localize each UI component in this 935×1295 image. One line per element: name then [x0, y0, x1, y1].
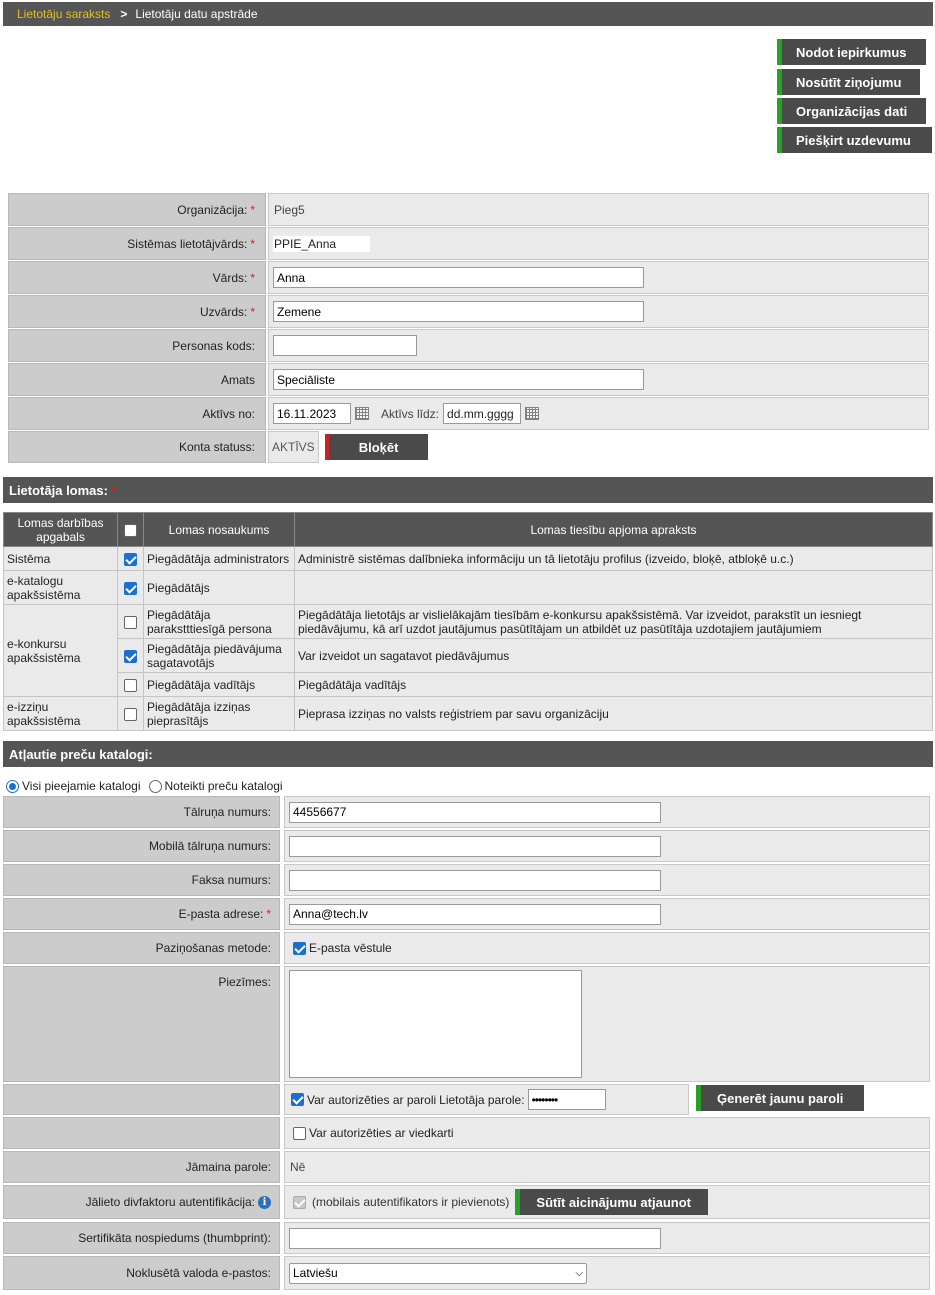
active-to-input[interactable]: dd.mm.gggg	[443, 403, 521, 424]
username-label: Sistēmas lietotājvārds:	[127, 236, 248, 251]
password-label: Lietotāja parole:	[439, 1092, 525, 1107]
language-label: Noklusētā valoda e-pastos:	[3, 1256, 280, 1290]
required-mark: *	[266, 907, 271, 921]
phone-row	[3, 796, 930, 828]
last-name-row	[8, 295, 929, 328]
table-row	[4, 697, 933, 731]
change-password-value: Nē	[284, 1151, 930, 1183]
notify-row	[3, 932, 930, 964]
fax-input[interactable]	[289, 870, 661, 891]
email-row	[3, 898, 930, 930]
two-factor-checkbox	[293, 1196, 306, 1209]
username-row	[8, 227, 929, 260]
email-label: E-pasta adrese:	[178, 907, 264, 921]
position-row	[8, 363, 929, 396]
role-area: e-katalogu apakšsistēma	[4, 571, 118, 605]
email-input[interactable]: Anna@tech.lv	[289, 904, 661, 925]
chevron-down-icon: ⌵	[575, 1267, 583, 1279]
password-input[interactable]: ••••••••	[528, 1089, 606, 1110]
change-password-row	[3, 1151, 930, 1183]
notes-row	[3, 966, 930, 1082]
role-description	[295, 571, 933, 605]
smartcard-row	[3, 1117, 930, 1149]
role-description: Piegādātāja lietotājs ar vislielākajām tiesībām e-konkursu apakšsistēmā. Var izveidot, parakstīt un iesniegt piedāvājumu, kā arī uzdot jautājumus pasūtītājam un atbildēt uz pasūtītāja uzdotajiem jautājumiem	[295, 605, 933, 639]
role-checkbox[interactable]	[124, 553, 137, 566]
language-select[interactable]	[289, 1263, 587, 1284]
radio-specific-catalogs[interactable]	[149, 780, 162, 793]
notify-label: Paziņošanas metode:	[3, 932, 280, 964]
fax-row	[3, 864, 930, 896]
role-checkbox[interactable]	[124, 708, 137, 721]
role-checkbox[interactable]	[124, 582, 137, 595]
role-name: Piegādātājs	[144, 571, 295, 605]
table-row	[4, 605, 933, 639]
account-status-label: Konta statuss:	[8, 431, 266, 463]
mobile-input[interactable]	[289, 836, 661, 857]
notes-textarea[interactable]	[289, 970, 582, 1078]
breadcrumb-current: Lietotāju datu apstrāde	[135, 7, 258, 21]
block-account-button[interactable]: Bloķēt	[325, 434, 429, 460]
generate-password-button[interactable]: Ģenerēt jaunu paroli	[696, 1085, 864, 1111]
role-description: Administrē sistēmas dalībnieka informāciju un tā lietotāju profilus (izveido, bloķē, atbloķē u.c.)	[295, 547, 933, 571]
send-message-button[interactable]: Nosūtīt ziņojumu	[777, 69, 920, 95]
organization-row	[8, 193, 929, 226]
roles-header-select-all[interactable]	[118, 513, 144, 547]
role-name: Piegādātāja vadītājs	[144, 673, 295, 697]
personal-code-label: Personas kods:	[8, 329, 266, 362]
select-all-checkbox[interactable]	[124, 524, 137, 537]
role-description: Var izveidot un sagatavot piedāvājumus	[295, 639, 933, 673]
catalog-options	[6, 779, 283, 793]
active-dates-row	[8, 397, 929, 430]
active-from-label: Aktīvs no:	[8, 397, 266, 430]
calendar-icon[interactable]	[355, 407, 369, 420]
roles-title: Lietotāja lomas:	[9, 482, 108, 498]
first-name-label: Vārds:	[212, 270, 248, 285]
role-area: e-konkursu apakšsistēma	[4, 605, 118, 697]
personal-code-input[interactable]	[273, 335, 417, 356]
role-name: Piegādātāja parakstttiesīgā persona	[144, 605, 295, 639]
role-description: Pieprasa izziņas no valsts reģistriem par savu organizāciju	[295, 697, 933, 731]
two-factor-label: Jālieto divfaktoru autentifikācija:	[85, 1195, 255, 1209]
info-icon[interactable]: i	[258, 1196, 271, 1209]
last-name-label: Uzvārds:	[199, 304, 248, 319]
position-label: Amats	[8, 363, 266, 396]
required-mark: *	[250, 304, 255, 319]
radio-all-catalogs[interactable]	[6, 780, 19, 793]
assign-task-button[interactable]: Piešķirt uzdevumu	[777, 127, 932, 153]
active-to-label: Aktīvs līdz:	[381, 406, 440, 421]
roles-section-header	[3, 477, 933, 503]
active-from-input[interactable]: 16.11.2023	[273, 403, 351, 424]
role-name: Piegādātāja piedāvājuma sagatavotājs	[144, 639, 295, 673]
role-description: Piegādātāja vadītājs	[295, 673, 933, 697]
thumbprint-input[interactable]	[289, 1228, 661, 1249]
required-mark: *	[250, 236, 255, 251]
organization-data-button[interactable]: Organizācijas dati	[777, 98, 926, 124]
first-name-row	[8, 261, 929, 294]
password-auth-checkbox[interactable]	[291, 1093, 304, 1106]
email-notify-label: E-pasta vēstule	[309, 941, 392, 955]
smartcard-auth-label: Var autorizēties ar viedkarti	[309, 1126, 454, 1140]
account-status-row	[8, 431, 929, 463]
password-auth-label: Var autorizēties ar paroli	[307, 1092, 437, 1107]
password-row	[3, 1084, 930, 1115]
role-name: Piegādātāja izziņas pieprasītājs	[144, 697, 295, 731]
organization-label: Organizācija:	[177, 202, 248, 217]
option-all-catalogs-label: Visi pieejamie katalogi	[22, 779, 141, 793]
position-input[interactable]: Speciāliste	[273, 369, 644, 390]
two-factor-note: (mobilais autentifikators ir pievienots)	[312, 1195, 510, 1209]
notes-label: Piezīmes:	[3, 966, 280, 1082]
required-mark: *	[250, 270, 255, 285]
email-notify-checkbox[interactable]	[293, 942, 306, 955]
two-factor-row	[3, 1185, 930, 1219]
first-name-input[interactable]: Anna	[273, 267, 644, 288]
thumbprint-row	[3, 1222, 930, 1254]
mobile-label: Mobilā tālruņa numurs:	[3, 830, 280, 862]
language-selected-value: Latviešu	[293, 1266, 338, 1280]
role-checkbox[interactable]	[124, 679, 137, 692]
catalogs-section-header	[3, 741, 933, 767]
required-mark: *	[250, 202, 255, 217]
fax-label: Faksa numurs:	[3, 864, 280, 896]
role-checkbox[interactable]	[124, 616, 137, 629]
role-checkbox[interactable]	[124, 650, 137, 663]
required-mark: *	[110, 482, 117, 498]
roles-header-desc: Lomas tiesību apjoma apraksts	[295, 513, 933, 547]
roles-header-name: Lomas nosaukums	[144, 513, 295, 547]
calendar-icon[interactable]	[525, 407, 539, 420]
breadcrumb-link-users[interactable]: Lietotāju saraksts	[17, 7, 111, 21]
roles-table	[3, 512, 933, 731]
table-row	[4, 547, 933, 571]
organization-value: Pieg5	[268, 193, 929, 226]
thumbprint-label: Sertifikāta nospiedums (thumbprint):	[3, 1222, 280, 1254]
personal-code-row	[8, 329, 929, 362]
roles-header-area: Lomas darbības apgabals	[4, 513, 118, 547]
option-specific-catalogs-label: Noteikti preču katalogi	[164, 779, 283, 793]
catalogs-title: Atļautie preču katalogi:	[9, 746, 153, 762]
smartcard-auth-checkbox[interactable]	[293, 1127, 306, 1140]
role-area: e-izziņu apakšsistēma	[4, 697, 118, 731]
phone-label: Tālruņa numurs:	[3, 796, 280, 828]
breadcrumb	[3, 2, 933, 26]
language-row	[3, 1256, 930, 1290]
mobile-row	[3, 830, 930, 862]
account-status-value: AKTĪVS	[268, 431, 319, 463]
last-name-input[interactable]: Zemene	[273, 301, 644, 322]
role-name: Piegādātāja administrators	[144, 547, 295, 571]
send-renewal-invite-button[interactable]: Sūtīt aicinājumu atjaunot	[515, 1189, 708, 1215]
role-area: Sistēma	[4, 547, 118, 571]
table-row	[4, 673, 933, 697]
username-value: PPIE_Anna	[273, 236, 370, 252]
change-password-label: Jāmaina parole:	[3, 1151, 280, 1183]
table-row	[4, 571, 933, 605]
breadcrumb-separator: >	[120, 7, 128, 21]
submit-purchases-button[interactable]: Nodot iepirkumus	[777, 39, 926, 65]
phone-input[interactable]: 44556677	[289, 802, 661, 823]
table-row	[4, 639, 933, 673]
